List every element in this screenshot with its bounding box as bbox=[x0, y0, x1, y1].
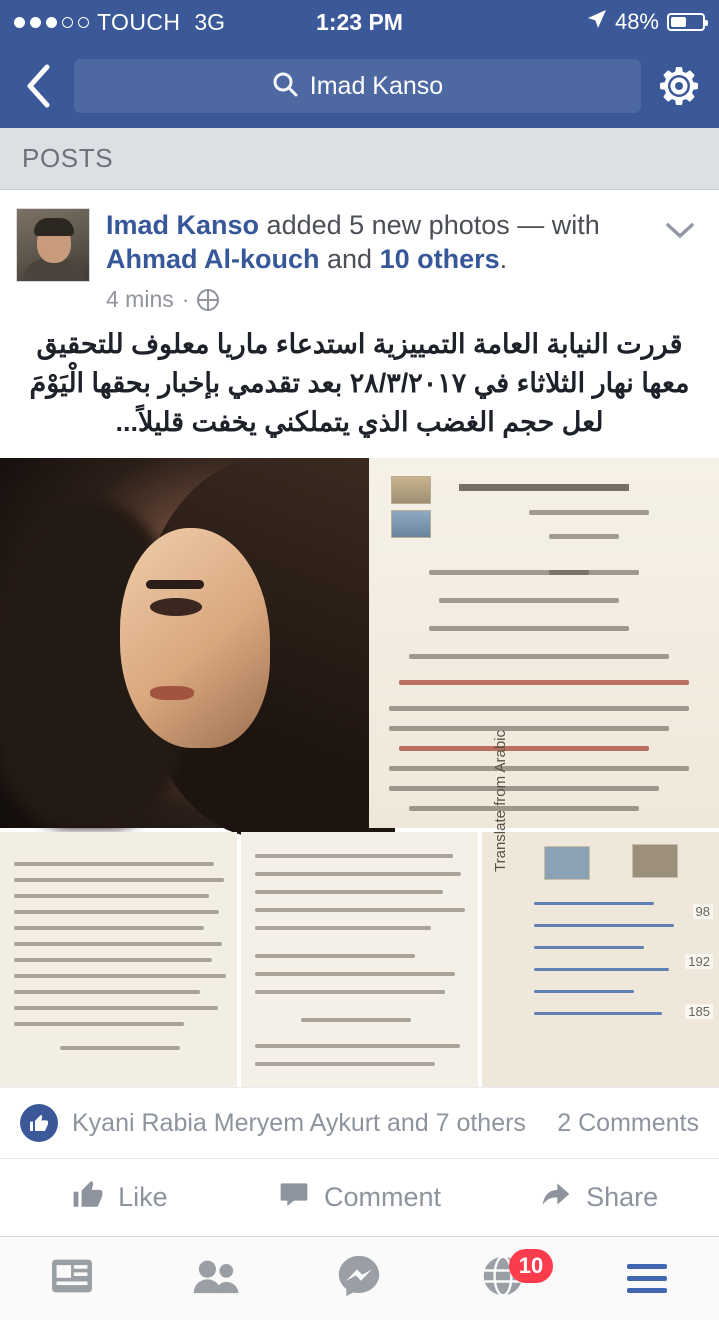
likes-bar bbox=[0, 1087, 719, 1158]
status-left bbox=[14, 9, 225, 36]
photo-woman-profile[interactable] bbox=[0, 458, 365, 828]
photo-document-page-1[interactable] bbox=[0, 832, 237, 1087]
thumbs-up-icon bbox=[72, 1178, 104, 1217]
signal-strength-dots bbox=[14, 17, 89, 28]
search-value: Imad Kanso bbox=[309, 71, 444, 100]
network-type-label: 3G bbox=[194, 8, 226, 35]
tab-news-feed[interactable] bbox=[0, 1237, 144, 1320]
feed bbox=[0, 190, 719, 1236]
post-others-connector: and bbox=[319, 244, 380, 275]
post-body-text: قررت النيابة العامة التمييزية استدعاء ماريا معلوف للتحقيق معها نهار الثلاثاء في ٢٨/٣/٢٠١٧ بعد تقدمي بإخبار بحقها الْيَوْمَ لعل حجم الغضب الذي يتملكني يخفت قليلاً... bbox=[29, 329, 690, 438]
post-action-text: added 5 new photos — with bbox=[259, 210, 600, 240]
share-button-label: Share bbox=[586, 1182, 659, 1213]
hamburger-menu-icon bbox=[627, 1264, 667, 1293]
avatar[interactable] bbox=[16, 208, 90, 282]
carrier-label: TOUCH bbox=[97, 8, 181, 35]
tab-messenger[interactable] bbox=[288, 1237, 432, 1320]
likers-label[interactable]: Kyani Rabia Meryem Aykurt and 7 others bbox=[72, 1108, 526, 1137]
like-button-label: Like bbox=[118, 1182, 168, 1213]
translate-from-arabic-label[interactable]: Translate from Arabic bbox=[492, 730, 509, 873]
gear-icon[interactable] bbox=[655, 62, 703, 110]
battery-percent-label: 48% bbox=[614, 9, 659, 34]
thumbs-up-icon bbox=[20, 1104, 58, 1142]
status-right bbox=[587, 9, 705, 35]
comments-count-label[interactable]: 2 Comments bbox=[557, 1108, 699, 1137]
chevron-down-icon[interactable] bbox=[657, 208, 703, 254]
status-bar bbox=[0, 0, 719, 44]
post-tagged-person[interactable]: Ahmad Al-kouch bbox=[106, 244, 320, 275]
comment-icon bbox=[278, 1178, 310, 1217]
photo-row-bottom bbox=[0, 730, 719, 1087]
navigation-bar bbox=[0, 44, 719, 128]
news-feed-icon bbox=[50, 1256, 94, 1301]
post-author-name[interactable]: Imad Kanso bbox=[106, 210, 260, 240]
tab-friends[interactable] bbox=[144, 1237, 288, 1320]
tab-notifications[interactable] bbox=[431, 1237, 575, 1320]
posts-section-header bbox=[0, 128, 719, 190]
comment-button[interactable] bbox=[240, 1159, 480, 1236]
search-input[interactable] bbox=[74, 59, 641, 113]
location-arrow-icon bbox=[587, 9, 607, 35]
photo-legal-document[interactable] bbox=[369, 458, 719, 828]
photo-row-top bbox=[0, 458, 719, 828]
search-icon bbox=[272, 71, 298, 102]
post-headline-period: . bbox=[499, 244, 508, 275]
friends-icon bbox=[192, 1256, 240, 1301]
photo-document-page-2[interactable] bbox=[241, 832, 478, 1087]
post-timestamp[interactable]: 4 mins bbox=[106, 286, 174, 313]
post-meta bbox=[106, 286, 633, 313]
tab-menu[interactable] bbox=[575, 1237, 719, 1320]
tab-bar bbox=[0, 1236, 719, 1320]
post-photo-grid bbox=[0, 458, 719, 1087]
photo-screenshot-tweets[interactable]: Translate from Arabic 98 192 185 bbox=[482, 832, 719, 1087]
notification-badge: 10 bbox=[509, 1249, 553, 1283]
share-icon bbox=[540, 1178, 572, 1217]
share-button[interactable] bbox=[479, 1159, 719, 1236]
messenger-icon bbox=[337, 1254, 381, 1303]
post-header bbox=[0, 190, 719, 319]
meta-separator: · bbox=[181, 286, 190, 313]
like-button[interactable] bbox=[0, 1159, 240, 1236]
posts-section-label: POSTS bbox=[22, 143, 114, 173]
clock-label: 1:23 PM bbox=[316, 8, 403, 35]
comment-button-label: Comment bbox=[323, 1182, 442, 1213]
post-headline-text bbox=[106, 208, 633, 276]
post-others-count[interactable]: 10 others bbox=[379, 244, 500, 275]
post-action-bar bbox=[0, 1158, 719, 1236]
post-headline bbox=[106, 208, 641, 313]
battery-icon bbox=[667, 13, 705, 31]
back-chevron-icon[interactable] bbox=[16, 60, 60, 112]
globe-icon bbox=[197, 289, 219, 311]
